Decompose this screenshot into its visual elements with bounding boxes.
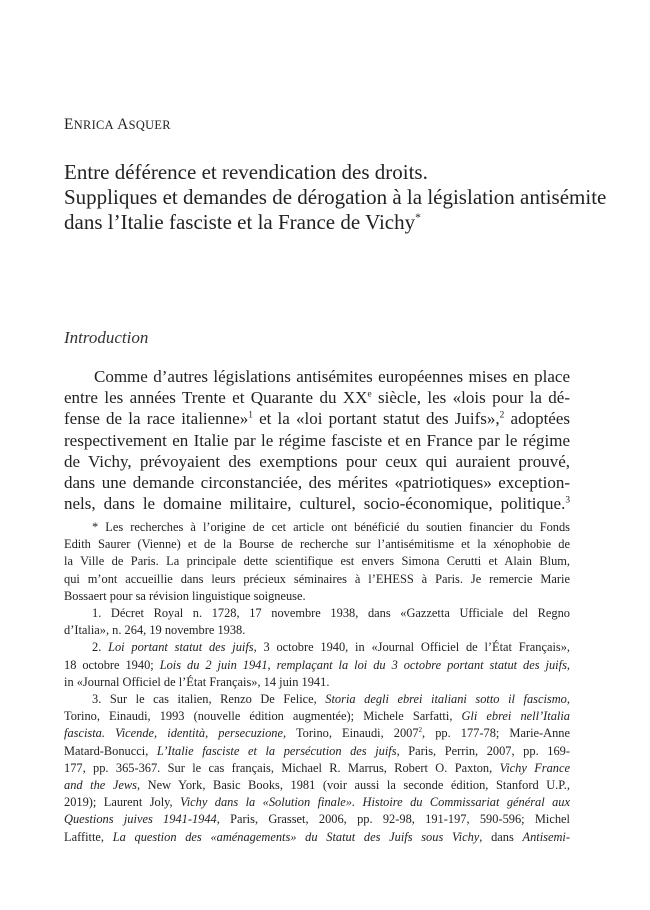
note-text: , Paris, Grasset, 2006, pp. 92-98, 191-197, 590-596; Michel — [216, 812, 570, 827]
footnote-line — [64, 811, 570, 828]
note-italic: and the Jews — [64, 778, 137, 793]
note-text: Matard-Bonucci, — [64, 743, 157, 758]
body-text: nels, dans le domaine militaire, culturel, socio-économique, politique. — [64, 494, 566, 514]
note-text: , Paris, Perrin, 2007, pp. 169- — [396, 743, 570, 758]
footnote-ref-1: 1 — [248, 410, 253, 421]
body-text: entre les années Trente et Quarante du XX — [64, 388, 368, 408]
author-name — [64, 116, 171, 134]
note-text: 2019); Laurent Joly, — [64, 795, 181, 810]
article-title — [64, 160, 607, 235]
note-text: , Torino, Einaudi, 2007 — [283, 726, 419, 741]
footnote-line: 1. Décret Royal n. 1728, 17 novembre 1938, dans «Gazzetta Ufficiale del Regno — [92, 606, 570, 621]
footnote-line — [64, 777, 570, 794]
footnote-line — [64, 794, 570, 811]
footnote-line: Bossaert pour sa révision linguistique soigneuse. — [64, 588, 306, 603]
body-text: adoptées — [504, 409, 570, 429]
title-line-2: Suppliques et demandes de dérogation à la législation antisémite — [64, 185, 607, 209]
footnote-line: Edith Saurer (Vienne) et de la Bourse de recherche sur l’antisémitisme et la xénophobie de — [64, 537, 570, 552]
footnote-line — [64, 760, 570, 777]
note-italic: Antisemi- — [522, 829, 570, 844]
note-italic: Questions juives 1941-1944 — [64, 812, 217, 827]
note-text: , 3 octobre 1940, in «Journal Officiel de l’État Français», — [253, 640, 571, 655]
footnote-ref-2: 2 — [499, 410, 505, 421]
footnote-line: * Les recherches à l’origine de cet article ont bénéficié du soutien financier du Fonds — [92, 520, 570, 534]
footnote-line — [64, 691, 570, 708]
body-text: et la «loi portant statut des Juifs», — [252, 409, 500, 429]
footnote-line: d’Italia», n. 264, 19 novembre 1938. — [64, 623, 246, 638]
author-rest-1: NRICA — [73, 118, 114, 132]
note-text: , dans — [479, 829, 523, 844]
note-italic: L’Italie fasciste et la persécution des juifs — [156, 743, 397, 758]
body-line: Comme d’autres législations antisémites européennes mises en place — [94, 367, 570, 386]
footnote-line: qui m’ont accueillie dans leurs précieux séminaires à l’EHESS à Paris. Je remercie Marie — [64, 571, 570, 586]
title-line-3-text: dans l’Italie fasciste et la France de Vichy — [64, 210, 416, 234]
footnote-line — [64, 639, 570, 656]
title-line-1: Entre déférence et revendication des droits. — [64, 160, 428, 184]
footnote-line — [64, 829, 570, 846]
note-text: , — [566, 692, 570, 707]
body-line — [64, 493, 570, 514]
note-italic: Lois du 2 juin 1941, remplaçant la loi du 3 octobre portant statut des juifs — [159, 657, 567, 672]
body-text: fense de la race italienne» — [64, 409, 249, 429]
body-paragraph — [64, 366, 570, 514]
footnote-line — [64, 708, 570, 725]
superscript: 2 — [418, 727, 422, 735]
section-heading: Introduction — [64, 328, 149, 347]
footnote-line — [64, 743, 570, 760]
note-italic: La question des «aménagements» du Statut des Juifs sous Vichy — [112, 829, 480, 844]
author-initial-1: E — [64, 116, 74, 133]
note-text: , pp. 177-78; Marie-Anne — [421, 726, 570, 741]
note-text: , New York, Basic Books, 1981 (voir aussi la seconde édition, Stanford U.P., — [136, 778, 570, 793]
title-line-3 — [64, 210, 570, 235]
note-italic: Vichy France — [499, 760, 570, 775]
body-line: respectivement en Italie par le régime fasciste et en France par le régime — [64, 430, 570, 450]
note-text: , — [566, 657, 570, 672]
note-italic: Loi portant statut des juifs — [108, 640, 254, 655]
superscript: e — [367, 389, 372, 400]
footnote-mark-star: * — [415, 212, 421, 224]
note-text: 18 octobre 1940; — [64, 657, 160, 672]
note-text: Laffitte, — [64, 829, 113, 844]
author-initial-2: A — [117, 116, 129, 133]
note-text: 177, pp. 365-367. Sur le cas français, Michael R. Marrus, Robert O. Paxton, — [64, 760, 500, 775]
footnote-line: in «Journal Officiel de l’État Français», 14 juin 1941. — [64, 674, 330, 689]
note-text: Torino, Einaudi, 1993 (nouvelle édition augmentée); Michele Sarfatti, — [64, 709, 462, 724]
footnote-line — [64, 725, 570, 742]
author-rest-2: SQUER — [128, 118, 171, 132]
body-line: de Vichy, prévoyaient des exemptions pour ceux qui auraient prouvé, — [64, 451, 570, 471]
note-italic: Gli ebrei nell’Italia — [461, 709, 570, 724]
body-text: siècle, les «lois pour la dé- — [371, 388, 571, 408]
body-line: dans une demande circonstanciée, des mérites «patriotiques» exception- — [64, 473, 570, 493]
footnote-line: la Ville de Paris. La principale dette scientifique est envers Simona Cerutti et Alain Blum, — [64, 554, 570, 569]
note-italic: Vichy dans la «Solution finale». Histoire du Commissariat général aux — [180, 795, 570, 810]
note-italic: Storia degli ebrei italiani sotto il fascismo — [325, 692, 567, 707]
footnote-ref-3: 3 — [565, 495, 570, 506]
footnotes — [64, 519, 570, 846]
note-italic: fascista. Vicende, identità, persecuzione — [64, 726, 283, 741]
note-text: 2. — [92, 640, 109, 655]
footnote-line — [64, 657, 570, 674]
body-line — [64, 408, 570, 429]
note-text: 3. Sur le cas italien, Renzo De Felice, — [92, 692, 326, 707]
body-line — [64, 387, 570, 408]
